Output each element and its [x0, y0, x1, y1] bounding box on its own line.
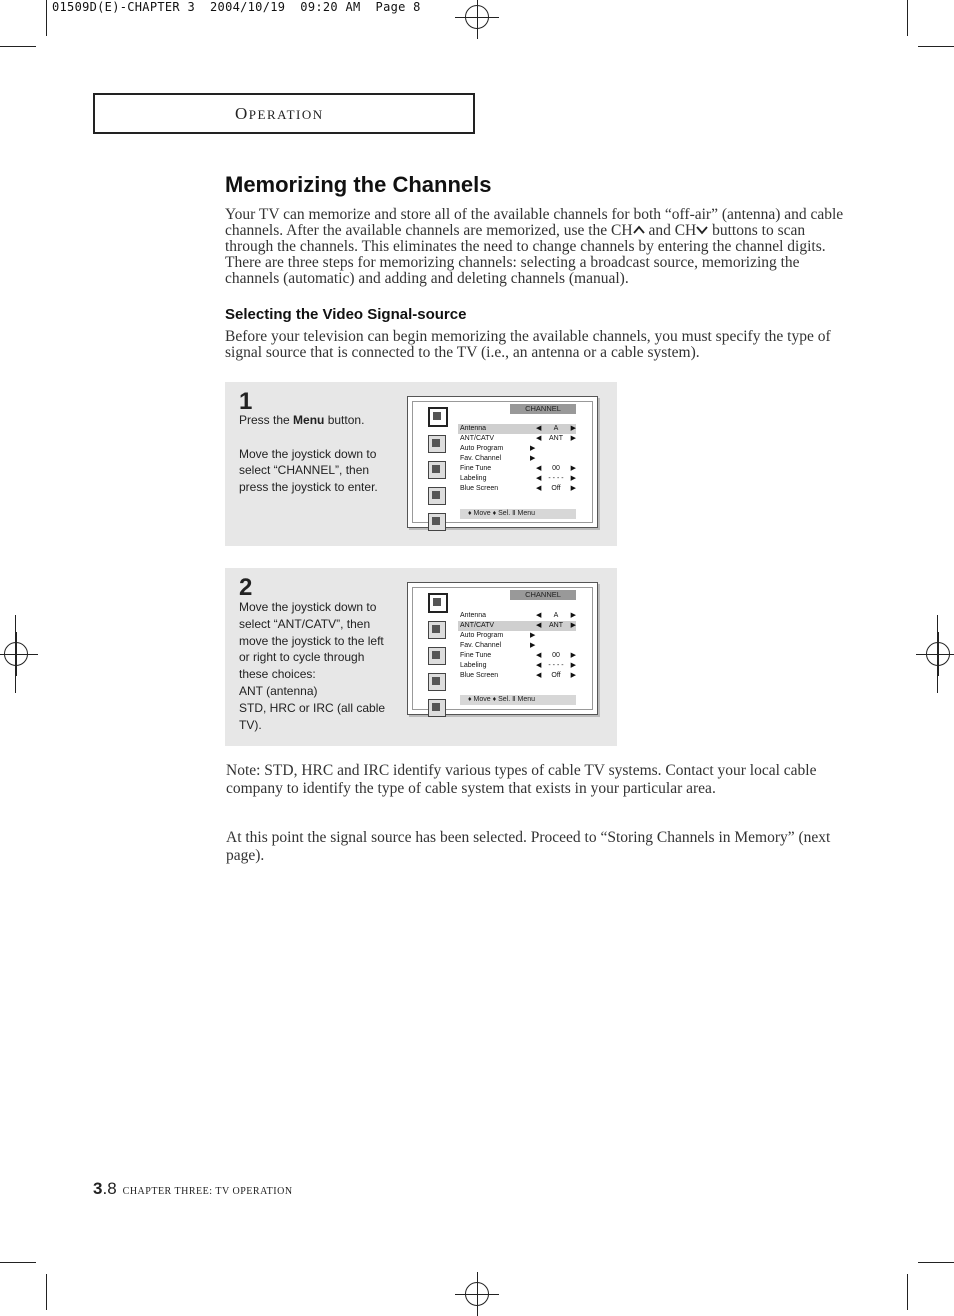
right-arrow-icon: ▶ — [570, 662, 576, 669]
right-arrow-icon: ▶ — [570, 485, 576, 492]
step-text — [239, 599, 389, 733]
step-number: 2 — [239, 574, 253, 601]
right-arrow-icon: ▶ — [570, 622, 576, 629]
page-number-major: 3 — [93, 1179, 103, 1198]
osd-row-value: Off — [551, 672, 561, 679]
osd-row-arrows — [536, 621, 576, 631]
page-footer — [93, 1179, 293, 1199]
setup-menu-icon — [428, 699, 446, 717]
picture-menu-icon — [428, 621, 446, 639]
osd-row-fine-tune — [458, 464, 576, 474]
step-choice: STD, HRC or IRC (all cable TV). — [239, 700, 386, 732]
osd-row-arrows — [536, 464, 576, 474]
osd-row-arrows — [536, 611, 576, 621]
osd-row-arrows — [536, 434, 576, 444]
osd-row-auto-program — [458, 631, 576, 641]
osd-row-blue-screen — [458, 671, 576, 681]
osd-row-value: - - - - — [548, 475, 564, 482]
intro-text: Your TV can memorize and store all of the available channels for both “off-air” (antenna) and cable channels. After the available channels are memorized, use the CH — [225, 206, 844, 239]
osd-header: CHANNEL — [510, 590, 576, 600]
channel-menu-icon — [428, 593, 448, 613]
function-menu-icon — [428, 673, 446, 691]
section-header — [93, 93, 475, 134]
osd-row-label: ANT/CATV — [460, 622, 495, 629]
right-arrow-icon: ▶ — [570, 672, 576, 679]
osd-row-labeling — [458, 474, 576, 484]
sound-menu-icon — [428, 647, 446, 665]
step-text-part: Move the joystick down to select “CHANNEL”, then press the joystick to enter. — [239, 446, 378, 495]
osd-row-antcatv — [458, 621, 576, 631]
registration-mark — [926, 642, 950, 666]
osd-row-label: Labeling — [460, 662, 487, 669]
crop-mark — [0, 46, 36, 47]
print-slug: 01509D(E)-CHAPTER 3 2004/10/19 09:20 AM Page 8 — [52, 0, 421, 14]
picture-menu-icon — [428, 435, 446, 453]
osd-row-arrows — [530, 631, 570, 641]
osd-row-arrows — [530, 444, 570, 454]
step-text-part: Press the — [239, 413, 294, 427]
osd-row-value: - - - - — [548, 662, 564, 669]
osd-menu — [458, 611, 576, 681]
closing-paragraph: At this point the signal source has been selected. Proceed to “Storing Channels in Memory” (next page). — [226, 829, 831, 864]
right-arrow-icon: ▶ — [570, 612, 576, 619]
intro-text: buttons to scan through the channels. This eliminates the need to change channels by entering the channel digits. There are three steps for memorizing channels: selecting a broadcast source, memorizing the channels (automatic) and adding and deleting channels (manual). — [225, 222, 826, 287]
note-paragraph: Note: STD, HRC and IRC identify various types of cable TV systems. Contact your local cable company to identify the type of cable system that exists in your particular area. — [226, 762, 817, 797]
page-title: Memorizing the Channels — [225, 172, 492, 197]
registration-mark — [465, 1282, 489, 1306]
right-arrow-icon: ▶ — [570, 465, 576, 472]
osd-row-fav-channel — [458, 454, 576, 464]
left-arrow-icon: ◀ — [536, 652, 542, 659]
step-text-part: button. — [324, 413, 365, 427]
right-arrow-icon: ▶ — [530, 632, 536, 639]
osd-row-label: Blue Screen — [460, 672, 499, 679]
osd-icon-column — [428, 593, 446, 725]
section-rest: PERATION — [248, 107, 324, 122]
osd-row-blue-screen — [458, 484, 576, 494]
left-arrow-icon: ◀ — [536, 622, 542, 629]
osd-row-value: 00 — [552, 652, 560, 659]
crop-mark — [918, 46, 954, 47]
section-label — [235, 104, 324, 124]
osd-row-antenna — [458, 611, 576, 621]
osd-row-label: Fine Tune — [460, 465, 492, 472]
osd-row-value: ANT — [549, 435, 563, 442]
osd-row-antenna — [458, 424, 576, 434]
osd-row-arrows — [536, 671, 576, 681]
right-arrow-icon: ▶ — [570, 435, 576, 442]
right-arrow-icon: ▶ — [530, 455, 536, 462]
right-arrow-icon: ▶ — [570, 652, 576, 659]
osd-row-value: A — [553, 425, 559, 432]
step-number: 1 — [239, 388, 253, 415]
left-arrow-icon: ◀ — [536, 465, 542, 472]
osd-row-arrows — [536, 661, 576, 671]
left-arrow-icon: ◀ — [536, 475, 542, 482]
left-arrow-icon: ◀ — [536, 485, 542, 492]
osd-row-label: Auto Program — [460, 632, 504, 639]
osd-row-fav-channel — [458, 641, 576, 651]
crop-mark — [907, 1274, 908, 1310]
osd-row-label: Antenna — [460, 425, 487, 432]
osd-menu — [458, 424, 576, 494]
registration-mark — [4, 642, 28, 666]
osd-row-value: A — [553, 612, 559, 619]
subheading: Selecting the Video Signal-source — [225, 306, 467, 323]
left-arrow-icon: ◀ — [536, 612, 542, 619]
osd-row-label: Auto Program — [460, 445, 504, 452]
step-text-part: Move the joystick down to select “ANT/CATV”, then move the joystick to the left or right to cycle through these choices: — [239, 600, 384, 682]
intro-paragraph — [225, 207, 855, 287]
crop-mark — [46, 1274, 47, 1310]
function-menu-icon — [428, 487, 446, 505]
channel-menu-icon — [428, 407, 448, 427]
sound-menu-icon — [428, 461, 446, 479]
left-arrow-icon: ◀ — [536, 662, 542, 669]
intro-text: and CH — [644, 222, 697, 239]
osd-row-label: Fav. Channel — [460, 455, 502, 462]
right-arrow-icon: ▶ — [570, 475, 576, 482]
osd-icon-column — [428, 407, 446, 539]
step-choice: ANT (antenna) — [239, 683, 318, 698]
chevron-down-icon — [696, 224, 708, 236]
step-panel-2 — [225, 568, 617, 746]
osd-row-arrows — [530, 454, 570, 464]
crop-mark — [46, 0, 47, 36]
osd-row-arrows — [530, 641, 570, 651]
osd-row-label: Fav. Channel — [460, 642, 502, 649]
chevron-up-icon — [633, 224, 645, 236]
osd-row-auto-program — [458, 444, 576, 454]
osd-row-value: ANT — [549, 622, 563, 629]
osd-footer: ♦ Move ♦ Sel. Ⅱ Menu — [460, 695, 576, 705]
osd-row-labeling — [458, 661, 576, 671]
osd-screen — [407, 396, 598, 528]
step-text — [239, 412, 389, 496]
page-number-minor: .8 — [102, 1179, 117, 1198]
menu-keyword: Menu — [293, 413, 325, 427]
osd-row-arrows — [536, 651, 576, 661]
osd-row-label: Labeling — [460, 475, 487, 482]
osd-row-arrows — [536, 484, 576, 494]
subintro-paragraph: Before your television can begin memorizing the available channels, you must specify the type of signal source that is connected to the TV (i.e., an antenna or a cable system). — [225, 328, 831, 361]
crop-mark — [907, 0, 908, 36]
osd-row-arrows — [536, 474, 576, 484]
right-arrow-icon: ▶ — [530, 445, 536, 452]
osd-row-arrows — [536, 424, 576, 434]
osd-row-label: Antenna — [460, 612, 487, 619]
setup-menu-icon — [428, 513, 446, 531]
osd-row-value: Off — [551, 485, 561, 492]
right-arrow-icon: ▶ — [530, 642, 536, 649]
registration-mark — [465, 5, 489, 29]
crop-mark — [918, 1262, 954, 1263]
left-arrow-icon: ◀ — [536, 425, 542, 432]
osd-row-fine-tune — [458, 651, 576, 661]
osd-screen — [407, 582, 598, 715]
step-panel-1 — [225, 382, 617, 546]
osd-row-label: ANT/CATV — [460, 435, 495, 442]
osd-row-antcatv — [458, 434, 576, 444]
osd-row-value: 00 — [552, 465, 560, 472]
left-arrow-icon: ◀ — [536, 672, 542, 679]
osd-footer: ♦ Move ♦ Sel. Ⅱ Menu — [460, 509, 576, 519]
section-initial: O — [235, 104, 249, 123]
osd-header: CHANNEL — [510, 404, 576, 414]
osd-row-label: Fine Tune — [460, 652, 492, 659]
left-arrow-icon: ◀ — [536, 435, 542, 442]
chapter-label: CHAPTER THREE: TV OPERATION — [122, 1186, 293, 1197]
osd-row-label: Blue Screen — [460, 485, 499, 492]
crop-mark — [0, 1262, 36, 1263]
right-arrow-icon: ▶ — [570, 425, 576, 432]
